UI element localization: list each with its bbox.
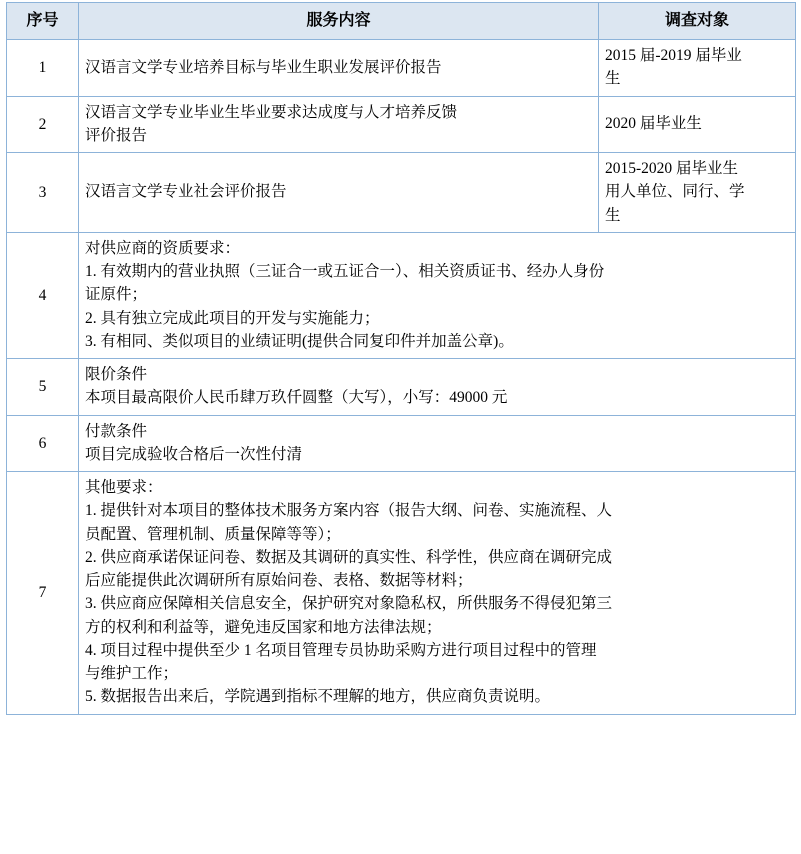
row-object (599, 153, 796, 233)
object-line: 2015 届-2019 届毕业 (605, 47, 742, 64)
service-line: 限价条件 (85, 366, 148, 383)
service-line: 其他要求： (85, 479, 163, 496)
table-row (7, 96, 796, 153)
table-row (7, 40, 796, 97)
row-service (79, 415, 796, 472)
row-index: 3 (7, 153, 79, 233)
object-line: 生 (605, 206, 621, 224)
row-index: 4 (7, 232, 79, 358)
row-service (79, 232, 796, 358)
row-object (599, 40, 796, 97)
document-body (0, 2, 801, 715)
service-line: 1. 有效期内的营业执照（三证合一或五证合一）、相关资质证书、经办人身份 (85, 263, 605, 280)
table-row (7, 472, 796, 715)
row-service (79, 472, 796, 715)
service-line: 3. 有相同、类似项目的业绩证明(提供合同复印件并加盖公章)。 (85, 332, 514, 350)
service-line: 本项目最高限价人民币肆万玖仟圆整（大写），小写：49000 元 (85, 389, 508, 407)
row-index: 7 (7, 472, 79, 715)
object-line: 用人单位、同行、学 (605, 183, 745, 201)
service-line: 方的权利和利益等，避免违反国家和地方法律法规； (85, 618, 442, 636)
service-spec-table (6, 2, 796, 715)
table-header-row (7, 3, 796, 40)
service-line: 汉语言文学专业社会评价报告 (85, 183, 287, 201)
table-row (7, 359, 796, 416)
row-index: 1 (7, 40, 79, 97)
table-row (7, 153, 796, 233)
object-line: 生 (605, 70, 621, 88)
row-index: 2 (7, 96, 79, 153)
row-service (79, 96, 599, 153)
column-header-service: 服务内容 (79, 3, 599, 40)
service-line: 与维护工作； (85, 665, 179, 682)
object-line: 2015-2020 届毕业生 (605, 160, 739, 177)
service-line: 1. 提供针对本项目的整体技术服务方案内容（报告大纲、问卷、实施流程、人 (85, 502, 613, 520)
row-service (79, 40, 599, 97)
service-line: 评价报告 (85, 126, 148, 144)
row-index: 6 (7, 415, 79, 472)
service-line: 2. 供应商承诺保证问卷、数据及其调研的真实性、科学性，供应商在调研完成 (85, 548, 613, 566)
row-object (599, 96, 796, 153)
service-line: 员配置、管理机制、质量保障等等）； (85, 525, 341, 543)
table-header (7, 3, 796, 40)
service-line: 3. 供应商应保障相关信息安全，保护研究对象隐私权，所供服务不得侵犯第三 (85, 595, 613, 613)
service-line: 2. 具有独立完成此项目的开发与实施能力； (85, 309, 380, 327)
service-line: 付款条件 (85, 422, 148, 440)
service-line: 项目完成验收合格后一次性付清 (85, 445, 303, 463)
row-service (79, 153, 599, 233)
column-header-object: 调查对象 (599, 3, 796, 40)
column-header-index: 序号 (7, 3, 79, 40)
table-body (7, 40, 796, 715)
service-line: 5. 数据报告出来后，学院遇到指标不理解的地方，供应商负责说明。 (85, 688, 551, 706)
service-line: 证原件； (85, 286, 148, 304)
table-row (7, 415, 796, 472)
table-row (7, 232, 796, 358)
service-line: 汉语言文学专业培养目标与毕业生职业发展评价报告 (85, 58, 442, 76)
service-line: 后应能提供此次调研所有原始问卷、表格、数据等材料； (85, 572, 473, 589)
row-index: 5 (7, 359, 79, 416)
service-line: 对供应商的资质要求： (85, 239, 241, 257)
row-service (79, 359, 796, 416)
service-line: 4. 项目过程中提供至少 1 名项目管理专员协助采购方进行项目过程中的管理 (85, 641, 597, 659)
service-line: 汉语言文学专业毕业生毕业要求达成度与人才培养反馈 (85, 103, 458, 121)
object-line: 2020 届毕业生 (605, 115, 702, 133)
